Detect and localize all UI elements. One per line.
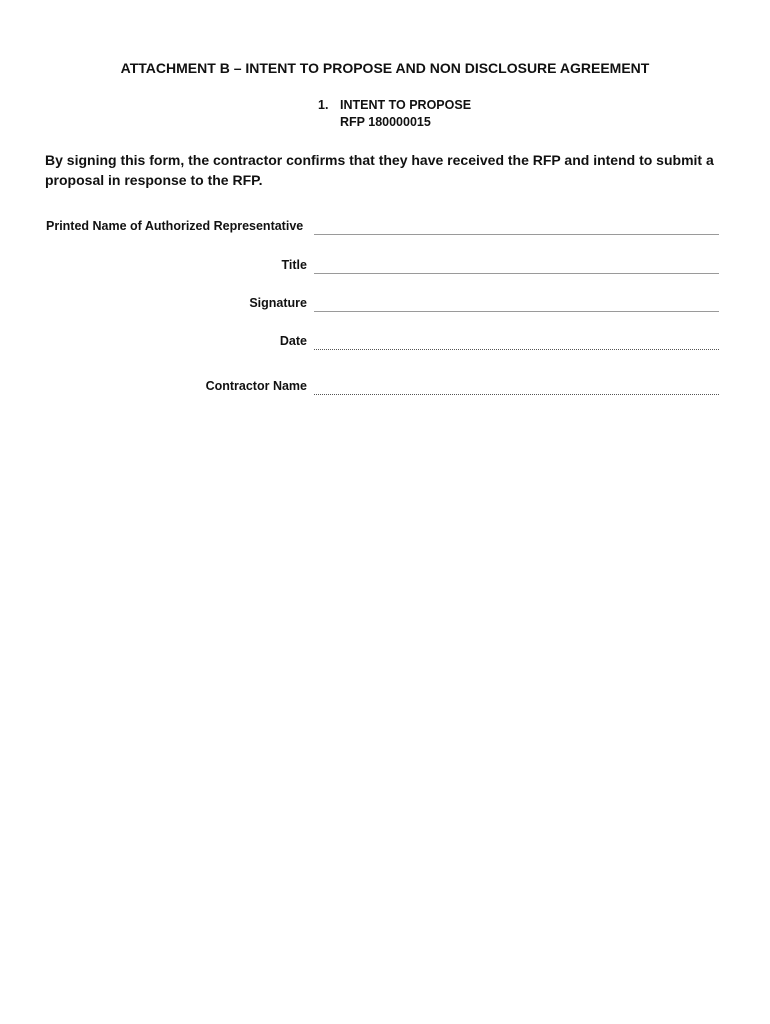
signature-label: Signature: [249, 296, 307, 310]
printed-name-label: Printed Name of Authorized Representative: [46, 219, 304, 233]
contractor-name-line[interactable]: [314, 394, 719, 395]
signature-field[interactable]: [0, 292, 770, 312]
date-line[interactable]: [314, 349, 719, 350]
contractor-name-label: Contractor Name: [205, 379, 307, 393]
date-field[interactable]: [0, 330, 770, 350]
contractor-name-field[interactable]: [0, 375, 770, 395]
confirmation-statement: By signing this form, the contractor confirms that they have received the RFP and intend to submit a proposal in response to the RFP.: [45, 152, 714, 188]
date-label: Date: [279, 334, 307, 348]
rfp-number: RFP 180000015: [340, 115, 431, 129]
signature-line[interactable]: [314, 311, 719, 312]
title-line[interactable]: [314, 273, 719, 274]
section-number: 1.: [318, 98, 329, 112]
title-field[interactable]: [0, 254, 770, 274]
document-title: ATTACHMENT B – INTENT TO PROPOSE AND NON DISCLOSURE AGREEMENT: [120, 60, 650, 76]
printed-name-line[interactable]: [314, 234, 719, 235]
section-title: INTENT TO PROPOSE: [340, 98, 472, 112]
section-heading: [318, 97, 471, 131]
printed-name-field[interactable]: [0, 215, 770, 235]
title-label: Title: [281, 258, 307, 272]
